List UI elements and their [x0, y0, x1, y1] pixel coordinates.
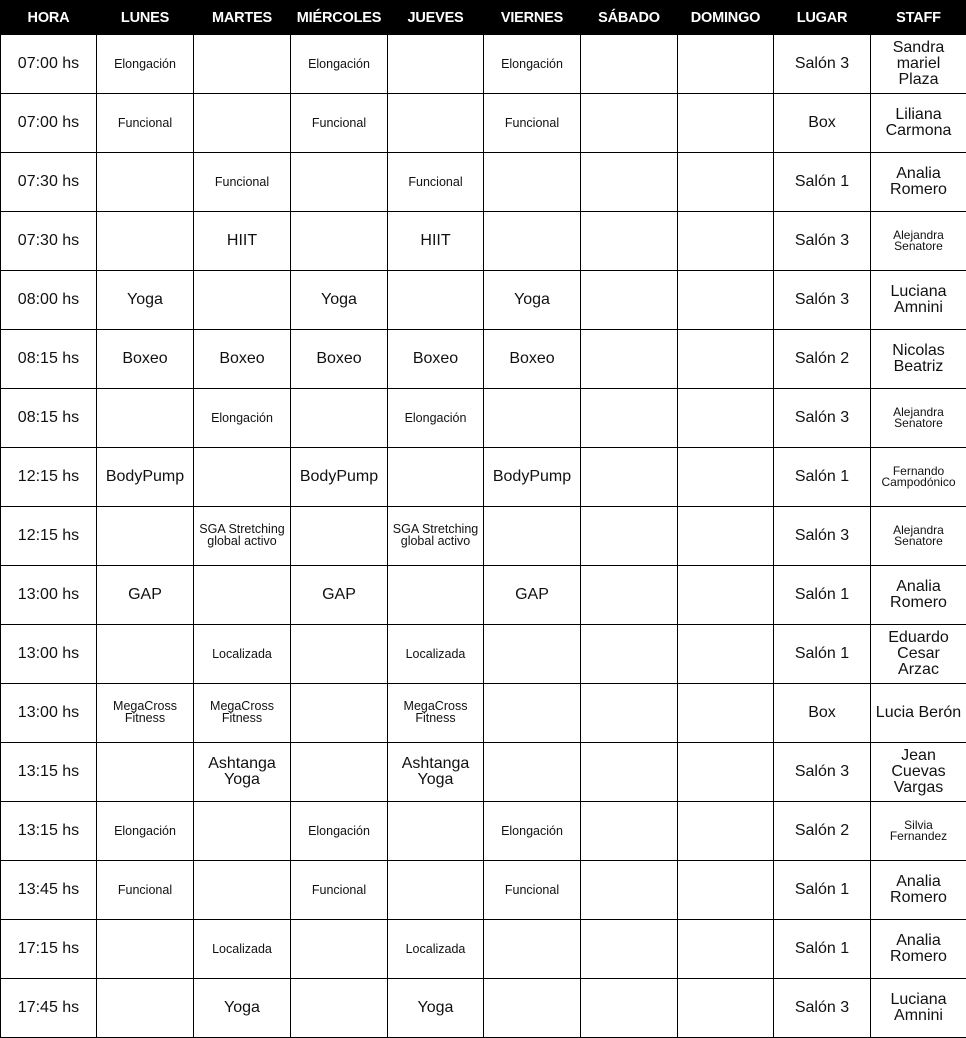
staff-cell: Sandra mariel Plaza — [871, 35, 966, 94]
location-cell: Box — [774, 94, 871, 153]
class-cell-miercoles: BodyPump — [291, 448, 388, 507]
table-row — [1, 94, 966, 153]
class-cell-sabado — [581, 566, 678, 625]
table-row — [1, 979, 966, 1038]
class-cell-viernes — [484, 389, 581, 448]
class-cell-lunes — [97, 625, 194, 684]
class-cell-viernes: Elongación — [484, 802, 581, 861]
class-cell-domingo — [678, 153, 774, 212]
class-cell-miercoles: Boxeo — [291, 330, 388, 389]
time-cell: 12:15 hs — [1, 448, 97, 507]
location-cell: Salón 3 — [774, 212, 871, 271]
class-cell-miercoles — [291, 153, 388, 212]
class-cell-lunes: Yoga — [97, 271, 194, 330]
class-cell-jueves — [388, 448, 484, 507]
time-cell: 07:00 hs — [1, 94, 97, 153]
table-row — [1, 802, 966, 861]
location-cell: Salón 1 — [774, 448, 871, 507]
header-lunes: LUNES — [97, 1, 194, 35]
header-jueves: JUEVES — [388, 1, 484, 35]
table-row — [1, 920, 966, 979]
class-cell-lunes: MegaCross Fitness — [97, 684, 194, 743]
class-cell-domingo — [678, 566, 774, 625]
class-cell-lunes: Boxeo — [97, 330, 194, 389]
staff-cell: Alejandra Senatore — [871, 212, 966, 271]
class-cell-domingo — [678, 212, 774, 271]
header-domingo: DOMINGO — [678, 1, 774, 35]
class-cell-lunes: Funcional — [97, 861, 194, 920]
class-cell-miercoles: Funcional — [291, 94, 388, 153]
class-cell-miercoles: Funcional — [291, 861, 388, 920]
class-cell-sabado — [581, 153, 678, 212]
time-cell: 13:00 hs — [1, 684, 97, 743]
header-hora: HORA — [1, 1, 97, 35]
class-cell-viernes: Elongación — [484, 35, 581, 94]
class-cell-miercoles: GAP — [291, 566, 388, 625]
class-cell-miercoles — [291, 389, 388, 448]
class-cell-miercoles: Yoga — [291, 271, 388, 330]
class-cell-miercoles — [291, 625, 388, 684]
class-cell-miercoles — [291, 979, 388, 1038]
class-cell-lunes: BodyPump — [97, 448, 194, 507]
location-cell: Salón 3 — [774, 743, 871, 802]
table-row — [1, 153, 966, 212]
time-cell: 13:15 hs — [1, 802, 97, 861]
location-cell: Salón 3 — [774, 35, 871, 94]
class-cell-martes — [194, 35, 291, 94]
class-cell-domingo — [678, 35, 774, 94]
class-cell-viernes — [484, 920, 581, 979]
class-cell-miercoles: Elongación — [291, 802, 388, 861]
class-cell-jueves: Yoga — [388, 979, 484, 1038]
class-cell-viernes: BodyPump — [484, 448, 581, 507]
class-cell-domingo — [678, 920, 774, 979]
class-cell-jueves: Localizada — [388, 920, 484, 979]
class-cell-domingo — [678, 94, 774, 153]
class-cell-sabado — [581, 94, 678, 153]
location-cell: Salón 2 — [774, 330, 871, 389]
class-cell-jueves: Funcional — [388, 153, 484, 212]
class-cell-sabado — [581, 35, 678, 94]
class-cell-sabado — [581, 920, 678, 979]
class-cell-martes — [194, 802, 291, 861]
class-cell-martes — [194, 448, 291, 507]
location-cell: Salón 1 — [774, 861, 871, 920]
class-cell-domingo — [678, 330, 774, 389]
time-cell: 13:15 hs — [1, 743, 97, 802]
table-row — [1, 566, 966, 625]
class-cell-sabado — [581, 625, 678, 684]
header-miercoles: MIÉRCOLES — [291, 1, 388, 35]
staff-cell: Analia Romero — [871, 861, 966, 920]
class-cell-miercoles — [291, 212, 388, 271]
class-cell-lunes — [97, 389, 194, 448]
time-cell: 07:30 hs — [1, 153, 97, 212]
class-cell-martes: SGA Stretching global activo — [194, 507, 291, 566]
table-row — [1, 743, 966, 802]
time-cell: 08:00 hs — [1, 271, 97, 330]
time-cell: 13:45 hs — [1, 861, 97, 920]
class-cell-lunes — [97, 212, 194, 271]
staff-cell: Lucia Berón — [871, 684, 966, 743]
staff-cell: Fernando Campodónico — [871, 448, 966, 507]
table-row — [1, 35, 966, 94]
class-cell-domingo — [678, 861, 774, 920]
table-row — [1, 507, 966, 566]
time-cell: 08:15 hs — [1, 389, 97, 448]
class-cell-miercoles — [291, 507, 388, 566]
table-row — [1, 625, 966, 684]
class-cell-lunes — [97, 743, 194, 802]
class-cell-jueves — [388, 35, 484, 94]
class-cell-lunes — [97, 920, 194, 979]
class-cell-sabado — [581, 271, 678, 330]
class-cell-domingo — [678, 389, 774, 448]
table-row — [1, 389, 966, 448]
class-cell-martes: Localizada — [194, 625, 291, 684]
location-cell: Salón 3 — [774, 271, 871, 330]
class-cell-lunes: Elongación — [97, 35, 194, 94]
header-row — [1, 1, 966, 35]
staff-cell: Alejandra Senatore — [871, 389, 966, 448]
header-staff: STAFF — [871, 1, 966, 35]
class-cell-martes: Boxeo — [194, 330, 291, 389]
table-row — [1, 861, 966, 920]
class-cell-viernes: GAP — [484, 566, 581, 625]
class-cell-jueves: MegaCross Fitness — [388, 684, 484, 743]
class-cell-sabado — [581, 448, 678, 507]
staff-cell: Analia Romero — [871, 153, 966, 212]
location-cell: Box — [774, 684, 871, 743]
table-row — [1, 684, 966, 743]
class-cell-domingo — [678, 802, 774, 861]
time-cell: 13:00 hs — [1, 566, 97, 625]
header-sabado: SÁBADO — [581, 1, 678, 35]
table-row — [1, 330, 966, 389]
class-cell-sabado — [581, 330, 678, 389]
schedule-body — [1, 35, 966, 1038]
staff-cell: Luciana Amnini — [871, 271, 966, 330]
header-lugar: LUGAR — [774, 1, 871, 35]
class-cell-sabado — [581, 507, 678, 566]
class-cell-sabado — [581, 212, 678, 271]
table-row — [1, 212, 966, 271]
class-cell-sabado — [581, 684, 678, 743]
time-cell: 12:15 hs — [1, 507, 97, 566]
location-cell: Salón 3 — [774, 979, 871, 1038]
location-cell: Salón 1 — [774, 625, 871, 684]
class-cell-martes — [194, 271, 291, 330]
staff-cell: Silvia Fernandez — [871, 802, 966, 861]
table-row — [1, 271, 966, 330]
location-cell: Salón 2 — [774, 802, 871, 861]
location-cell: Salón 3 — [774, 389, 871, 448]
class-cell-viernes — [484, 507, 581, 566]
class-cell-sabado — [581, 861, 678, 920]
staff-cell: Luciana Amnini — [871, 979, 966, 1038]
class-cell-martes — [194, 94, 291, 153]
time-cell: 08:15 hs — [1, 330, 97, 389]
class-cell-martes: Localizada — [194, 920, 291, 979]
class-cell-lunes — [97, 507, 194, 566]
staff-cell: Analia Romero — [871, 566, 966, 625]
class-cell-domingo — [678, 448, 774, 507]
class-cell-jueves — [388, 94, 484, 153]
staff-cell: Jean Cuevas Vargas — [871, 743, 966, 802]
time-cell: 17:45 hs — [1, 979, 97, 1038]
class-cell-martes: Funcional — [194, 153, 291, 212]
class-cell-jueves: Elongación — [388, 389, 484, 448]
staff-cell: Alejandra Senatore — [871, 507, 966, 566]
class-cell-martes: Elongación — [194, 389, 291, 448]
staff-cell: Liliana Carmona — [871, 94, 966, 153]
class-cell-lunes: Elongación — [97, 802, 194, 861]
class-cell-viernes: Boxeo — [484, 330, 581, 389]
class-cell-domingo — [678, 625, 774, 684]
class-cell-martes: Yoga — [194, 979, 291, 1038]
class-cell-viernes — [484, 684, 581, 743]
location-cell: Salón 1 — [774, 566, 871, 625]
time-cell: 07:30 hs — [1, 212, 97, 271]
class-cell-viernes — [484, 212, 581, 271]
class-cell-domingo — [678, 979, 774, 1038]
class-cell-sabado — [581, 743, 678, 802]
time-cell: 17:15 hs — [1, 920, 97, 979]
class-cell-jueves: Ashtanga Yoga — [388, 743, 484, 802]
class-cell-viernes: Funcional — [484, 861, 581, 920]
header-martes: MARTES — [194, 1, 291, 35]
time-cell: 13:00 hs — [1, 625, 97, 684]
class-cell-viernes — [484, 979, 581, 1038]
class-cell-lunes: Funcional — [97, 94, 194, 153]
class-cell-lunes — [97, 979, 194, 1038]
class-cell-domingo — [678, 684, 774, 743]
class-cell-lunes: GAP — [97, 566, 194, 625]
location-cell: Salón 1 — [774, 920, 871, 979]
class-cell-viernes — [484, 153, 581, 212]
class-cell-jueves — [388, 802, 484, 861]
class-cell-viernes — [484, 625, 581, 684]
class-cell-jueves: Boxeo — [388, 330, 484, 389]
location-cell: Salón 3 — [774, 507, 871, 566]
location-cell: Salón 1 — [774, 153, 871, 212]
class-cell-sabado — [581, 979, 678, 1038]
class-cell-viernes: Yoga — [484, 271, 581, 330]
class-cell-jueves: HIIT — [388, 212, 484, 271]
class-cell-viernes: Funcional — [484, 94, 581, 153]
class-cell-lunes — [97, 153, 194, 212]
class-cell-martes: HIIT — [194, 212, 291, 271]
staff-cell: Eduardo Cesar Arzac — [871, 625, 966, 684]
class-cell-miercoles — [291, 684, 388, 743]
class-cell-jueves — [388, 861, 484, 920]
class-cell-sabado — [581, 802, 678, 861]
time-cell: 07:00 hs — [1, 35, 97, 94]
class-cell-martes: Ashtanga Yoga — [194, 743, 291, 802]
class-cell-miercoles: Elongación — [291, 35, 388, 94]
class-cell-viernes — [484, 743, 581, 802]
staff-cell: Nicolas Beatriz — [871, 330, 966, 389]
class-cell-domingo — [678, 507, 774, 566]
staff-cell: Analia Romero — [871, 920, 966, 979]
class-cell-jueves — [388, 271, 484, 330]
class-cell-martes — [194, 861, 291, 920]
class-cell-martes — [194, 566, 291, 625]
class-cell-miercoles — [291, 743, 388, 802]
table-row — [1, 448, 966, 507]
class-cell-jueves — [388, 566, 484, 625]
class-cell-jueves: Localizada — [388, 625, 484, 684]
header-viernes: VIERNES — [484, 1, 581, 35]
class-cell-sabado — [581, 389, 678, 448]
class-cell-miercoles — [291, 920, 388, 979]
class-cell-jueves: SGA Stretching global activo — [388, 507, 484, 566]
class-cell-martes: MegaCross Fitness — [194, 684, 291, 743]
class-cell-domingo — [678, 271, 774, 330]
class-cell-domingo — [678, 743, 774, 802]
